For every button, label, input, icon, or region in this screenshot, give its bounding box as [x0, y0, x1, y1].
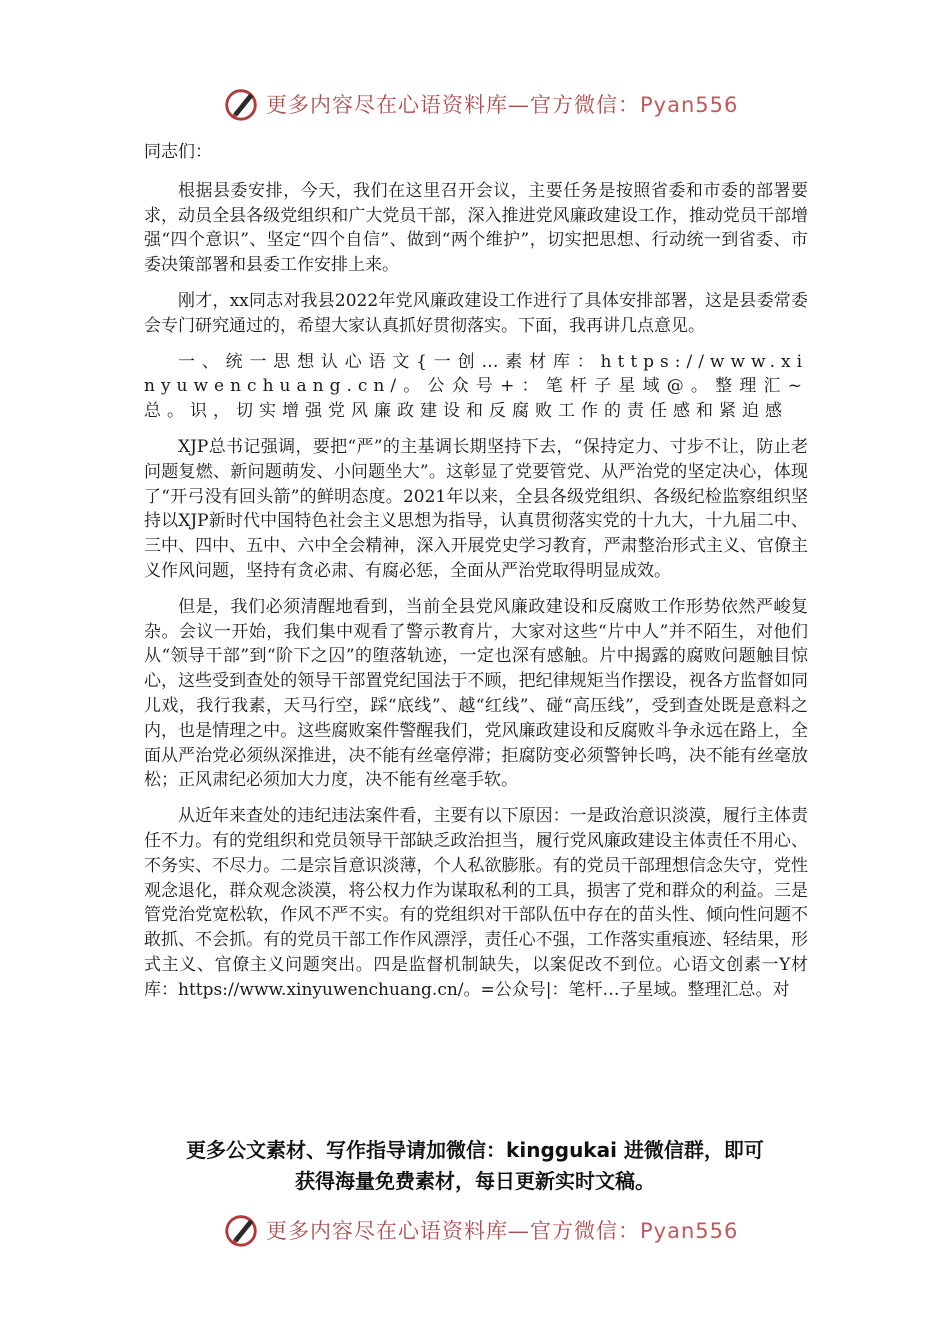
document-body — [144, 140, 808, 1014]
header-banner — [222, 82, 742, 126]
banner-text — [266, 1215, 738, 1245]
promo-line: 更多公文素材、写作指导请加微信：kinggukai 进微信群，即可 — [186, 1138, 764, 1162]
promo-notice — [120, 1135, 830, 1197]
banner-label: 更多内容尽在心语资料库—官方微信： — [266, 1219, 640, 1243]
greeting: 同志们： — [144, 142, 212, 162]
paragraph: 从近年来查处的违纪违法案件看，主要有以下原因：一是政治意识淡漠，履行主体责任不力。有的党组织和党员领导干部缺乏政治担当，履行党风廉政建设主体责任不用心、不务实、不尽力。二是宗旨意识淡薄，个人私欲膨胀。有的党员干部理想信念失守，党性观念退化，群众观念淡漠，将公权力作为谋取私利的工具，损害了党和群众的利益。三是管党治党宽松软，作风不严不实。有的党组织对干部队伍中存在的苗头性、倾向性问题不敢抓、不会抓。有的党员干部工作作风漂浮，责任心不强，工作落实重痕迹、轻结果，形式主义、官僚主义问题突出。四是监督机制缺失，以案促改不到位。心语文创素一Y材库：https://www.xinyuwenchuang.cn/。=公众号|：笔杆…子星域。整理汇总。对 — [144, 806, 808, 1000]
section-heading-paragraph: 一、统一思想认心语文{一创…素材库：https://www.xinyuwenchuang.cn/。公众号+：笔杆子星域@。整理汇~总。识，切实增强党风廉政建设和反腐败工作的责任感和紧迫感 — [144, 351, 808, 422]
banner-wechat-id: Pyan556 — [640, 93, 739, 117]
paragraph: 刚才，xx同志对我县2022年党风廉政建设工作进行了具体安排部署，这是县委常委会专门研究通过的，希望大家认真抓好贯彻落实。下面，我再讲几点意见。 — [144, 290, 808, 336]
paragraph: 但是，我们必须清醒地看到，当前全县党风廉政建设和反腐败工作形势依然严峻复杂。会议一开始，我们集中观看了警示教育片，大家对这些“片中人”并不陌生，对他们从“领导干部”到“阶下之囚”的堕落轨迹，一定也深有感触。片中揭露的腐败问题触目惊心，这些受到查处的领导干部置党纪国法于不顾，把纪律规矩当作摆设，视各方监督如同儿戏，我行我素，天马行空，踩“底线”、越“红线”、碰“高压线”，受到查处既是意料之内，也是情理之中。这些腐败案件警醒我们，党风廉政建设和反腐败斗争永远在路上，全面从严治党必须纵深推进，决不能有丝毫停滞；拒腐防变必须警钟长鸣，决不能有丝毫放松；正风肃纪必须加大力度，决不能有丝毫手软。 — [144, 596, 808, 791]
banner-wechat-id: Pyan556 — [640, 1219, 739, 1243]
pen-circle-logo-icon — [222, 85, 260, 123]
banner-label: 更多内容尽在心语资料库—官方微信： — [266, 93, 640, 117]
footer-banner — [222, 1208, 742, 1252]
paragraph: XJP总书记强调，要把“严”的主基调长期坚持下去，“保持定力、寸步不让，防止老问题复燃、新问题萌发、小问题坐大”。这彰显了党要管党、从严治党的坚定决心，体现了“开弓没有回头箭”的鲜明态度。2021年以来，全县各级党组织、各级纪检监察组织坚持以XJP新时代中国特色社会主义思想为指导，认真贯彻落实党的十九大，十九届二中、三中、四中、五中、六中全会精神，深入开展党史学习教育，严肃整治形式主义、官僚主义作风问题，坚持有贪必肃、有腐必惩，全面从严治党取得明显成效。 — [144, 436, 808, 581]
banner-text — [266, 89, 738, 119]
promo-line: 获得海量免费素材，每日更新实时文稿。 — [295, 1169, 655, 1193]
paragraph: 根据县委安排，今天，我们在这里召开会议，主要任务是按照省委和市委的部署要求，动员全县各级党组织和广大党员干部，深入推进党风廉政建设工作，推动党员干部增强“四个意识”、坚定“四个自信”、做到“两个维护”，切实把思想、行动统一到省委、市委决策部署和县委工作安排上来。 — [144, 180, 808, 276]
pen-circle-logo-icon — [222, 1211, 260, 1249]
